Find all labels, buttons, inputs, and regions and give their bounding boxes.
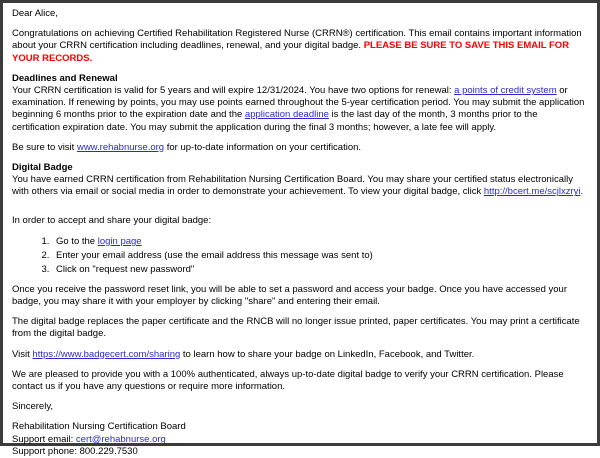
step-item-2: 2. Enter your email address (use the email address this message was sent to) xyxy=(52,249,587,262)
support-email-link[interactable]: cert@rehabnurse.org xyxy=(75,433,166,445)
application-deadline-link[interactable]: application deadline xyxy=(244,109,329,121)
intro-paragraph xyxy=(12,28,587,65)
step-item-3: 3. Click on "request new password" xyxy=(52,263,587,276)
signoff: Sincerely, xyxy=(12,401,54,413)
digital-badge-text-2: . xyxy=(580,186,584,198)
badge-steps-list xyxy=(12,235,587,276)
visit-site-text-1: Be sure to visit xyxy=(12,141,77,153)
digital-badge-text-1: You have earned CRRN certification from Rehabilitation Nursing Certification Board. You may share your certified status electronically with others via email or social media in order to demonstrate your achievement. To view your digital badge, click xyxy=(12,174,573,198)
steps-intro: In order to accept and share your digital badge: xyxy=(12,214,212,226)
password-reset-paragraph: Once you receive the password reset link, you will be able to set a password and access your badge. Once you have accessed your badge, you may share it with your employer by clicking "share" and entering their email. xyxy=(12,283,567,308)
closing-paragraph: We are pleased to provide you with a 100% authenticated, always up-to-date digital badge to verify your CRRN certification. Please contact us if you have any questions or require more information. xyxy=(12,368,564,393)
sharing-text-2: to learn how to share your badge on LinkedIn, Facebook, and Twitter. xyxy=(180,348,475,360)
support-email-label: Support email: xyxy=(12,433,76,445)
step-item-1 xyxy=(52,235,587,248)
sharing-paragraph xyxy=(12,349,587,361)
badge-url-link[interactable]: http://bcert.me/scjlxzryi xyxy=(483,186,581,198)
deadlines-text-2: or examination. If renewing by points, you may use points earned throughout the 5-year certification period. You may submit the application beginning 6 months prior to the expiration date and the xyxy=(12,85,585,121)
deadlines-text-3: is the last day of the month, 3 months prior to the certification expiration date. You may submit the application during the final 3 months; however, a late fee will apply. xyxy=(12,109,538,133)
support-email-line xyxy=(12,434,587,446)
organization-name: Rehabilitation Nursing Certification Board xyxy=(12,421,186,433)
deadlines-paragraph xyxy=(12,85,587,134)
deadlines-heading: Deadlines and Renewal xyxy=(12,72,118,84)
support-phone-line: Support phone: 800.229.7530 xyxy=(12,445,138,457)
badgecert-sharing-link[interactable]: https://www.badgecert.com/sharing xyxy=(32,348,181,360)
visit-site-paragraph xyxy=(12,142,587,154)
deadlines-text-1: Your CRRN certification is valid for 5 years and will expire 12/31/2024. You have two options for renewal: xyxy=(12,85,455,97)
save-email-warning: PLEASE BE SURE TO SAVE THIS EMAIL FOR YOUR RECORDS. xyxy=(12,40,570,64)
certificate-replacement-paragraph: The digital badge replaces the paper certificate and the RNCB will no longer issue printed, paper certificates. You may print a certificate from the digital badge. xyxy=(12,316,580,340)
sharing-text-1: Visit xyxy=(12,348,33,360)
intro-text: Congratulations on achieving Certified Rehabilitation Registered Nurse (CRRN®) certification. This email contains important information about your CRRN certification including deadlines, renewal, and your digital badge. xyxy=(12,28,582,52)
digital-badge-paragraph xyxy=(12,174,587,198)
login-page-link[interactable]: login page xyxy=(97,235,142,247)
digital-badge-heading: Digital Badge xyxy=(12,162,73,174)
step-1-text: Go to the xyxy=(56,235,98,247)
visit-site-text-2: for up-to-date information on your certification. xyxy=(164,141,362,153)
greeting: Dear Alice, xyxy=(12,8,58,19)
points-credit-system-link[interactable]: a points of credit system xyxy=(454,85,557,97)
signature-block xyxy=(12,421,587,458)
rehabnurse-link[interactable]: www.rehabnurse.org xyxy=(76,141,165,153)
